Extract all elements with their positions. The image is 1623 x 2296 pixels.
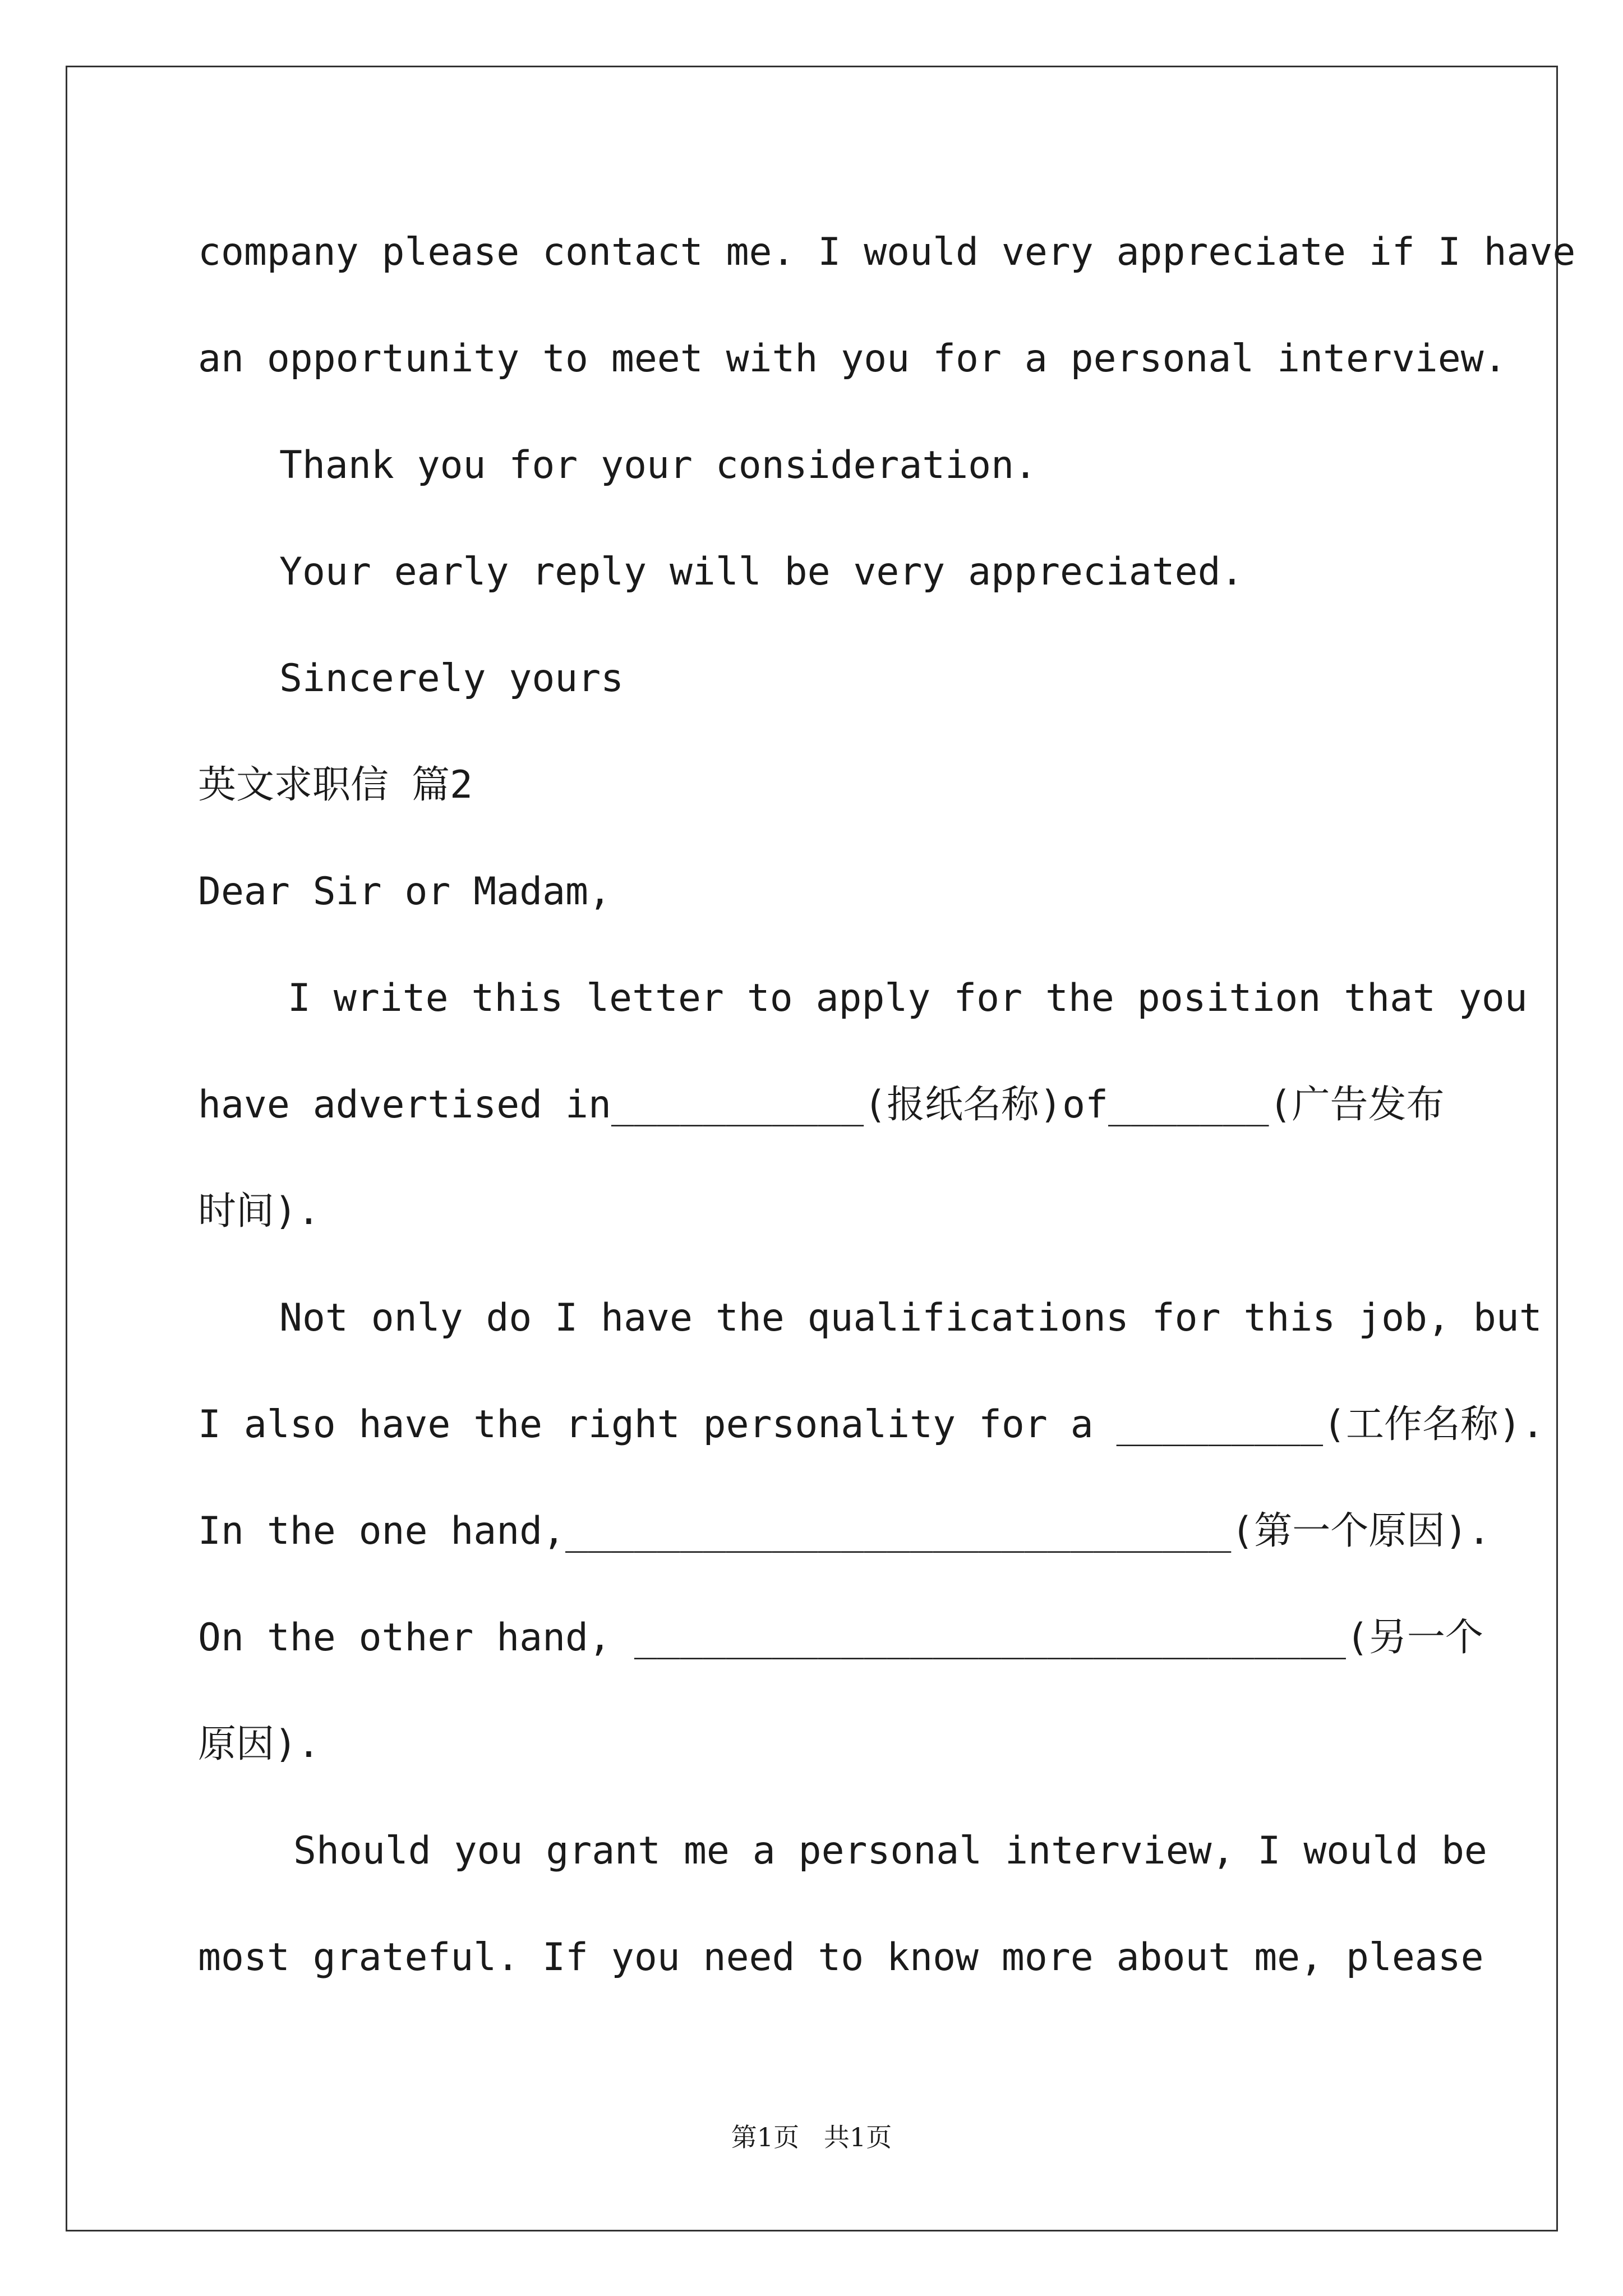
body-line-17: most grateful. If you need to know more about me, please (198, 1935, 1484, 1980)
body-line-15: 原因). (198, 1722, 320, 1766)
body-line-13: In the one hand,_____________________________(第一个原因). (198, 1509, 1491, 1553)
reply-line: Your early reply will be very appreciated. (279, 550, 1244, 594)
page-number-footer: 第1页 共1页 (731, 2122, 892, 2152)
thanks-line: Thank you for your consideration. (279, 443, 1038, 487)
closing-line: Sincerely yours (279, 656, 624, 701)
body-line-14: On the other hand, _______________________________(另一个 (198, 1616, 1483, 1660)
body-line-16: Should you grant me a personal interview, I would be (293, 1829, 1487, 1873)
body-line-12: I also have the right personality for a _________(工作名称). (198, 1402, 1544, 1447)
body-line-11: Not only do I have the qualifications for this job, but (279, 1296, 1542, 1340)
body-line-8: I write this letter to apply for the position that you (288, 976, 1528, 1020)
body-line-10: 时间). (198, 1189, 320, 1234)
section-heading: 英文求职信 篇2 (198, 763, 473, 807)
body-line-1: company please contact me. I would very appreciate if I have (198, 230, 1576, 274)
salutation: Dear Sir or Madam, (198, 869, 611, 914)
body-line-9: have advertised in___________(报纸名称)of_______(广告发布 (198, 1083, 1445, 1127)
body-line-2: an opportunity to meet with you for a personal interview. (198, 337, 1507, 381)
